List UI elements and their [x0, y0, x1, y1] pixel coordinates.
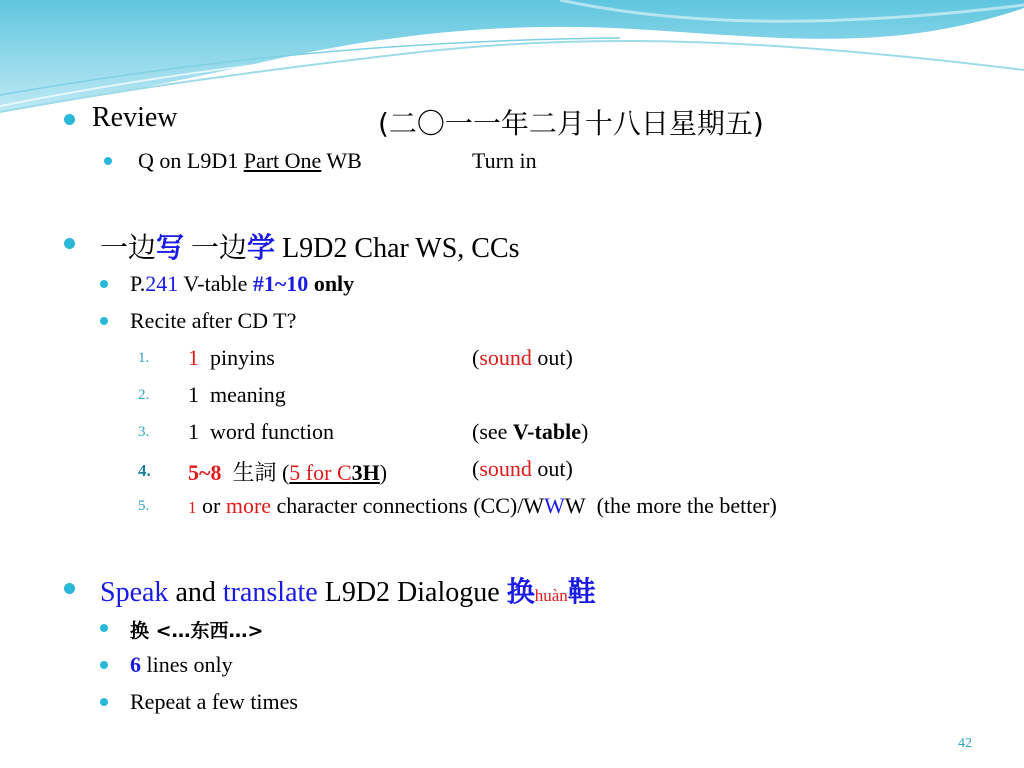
list-item: 1 word function: [188, 419, 335, 444]
list-item-note: (sound out): [472, 456, 573, 481]
list-number: 5.: [138, 498, 150, 514]
list-item: 1 pinyins: [188, 345, 275, 370]
bullet: [104, 157, 112, 165]
list-number: 1.: [138, 350, 150, 366]
section2-title: 一边写 一边学 L9D2 Char WS, CCs: [100, 231, 520, 264]
list-number: 3.: [138, 424, 150, 440]
list-number: 2.: [138, 387, 150, 403]
recite-item: Recite after CD T?: [130, 308, 297, 333]
bullet: [100, 317, 108, 325]
review-label: Review: [92, 102, 178, 133]
review-item: [92, 102, 178, 134]
list-item: 1 or more character connections (CC)/WWW (the more the better): [188, 493, 777, 518]
part-one-link-text: Part One: [243, 148, 322, 173]
list-item-note: (see V-table): [472, 419, 589, 444]
bullet: [100, 280, 108, 288]
slide-number: 42: [958, 736, 972, 751]
bullet: [64, 238, 75, 249]
exchange-item: 换 <…东西…>: [130, 620, 264, 642]
lines-only-item: 6 lines only: [130, 652, 233, 677]
list-item: 1 meaning: [188, 382, 286, 407]
section3-title: Speak and translate L9D2 Dialogue 换huàn鞋: [100, 575, 596, 608]
repeat-item: Repeat a few times: [130, 689, 298, 714]
turn-in-text: Turn in: [472, 148, 537, 173]
p241-item: P.241 V-table #1~10 only: [130, 271, 355, 296]
bullet: [100, 624, 108, 632]
review-date: (二〇一一年二月十八日星期五): [378, 107, 764, 140]
bullet: [100, 698, 108, 706]
bullet: [64, 583, 75, 594]
list-item: 5~8 生詞 (5 for C3H): [188, 460, 388, 486]
review-sub-item: Q on L9D1 Part One WB: [138, 148, 362, 173]
bullet: [100, 661, 108, 669]
list-item-note: (sound out): [472, 345, 573, 370]
bullet: [64, 114, 75, 125]
list-number: 4.: [138, 461, 151, 480]
